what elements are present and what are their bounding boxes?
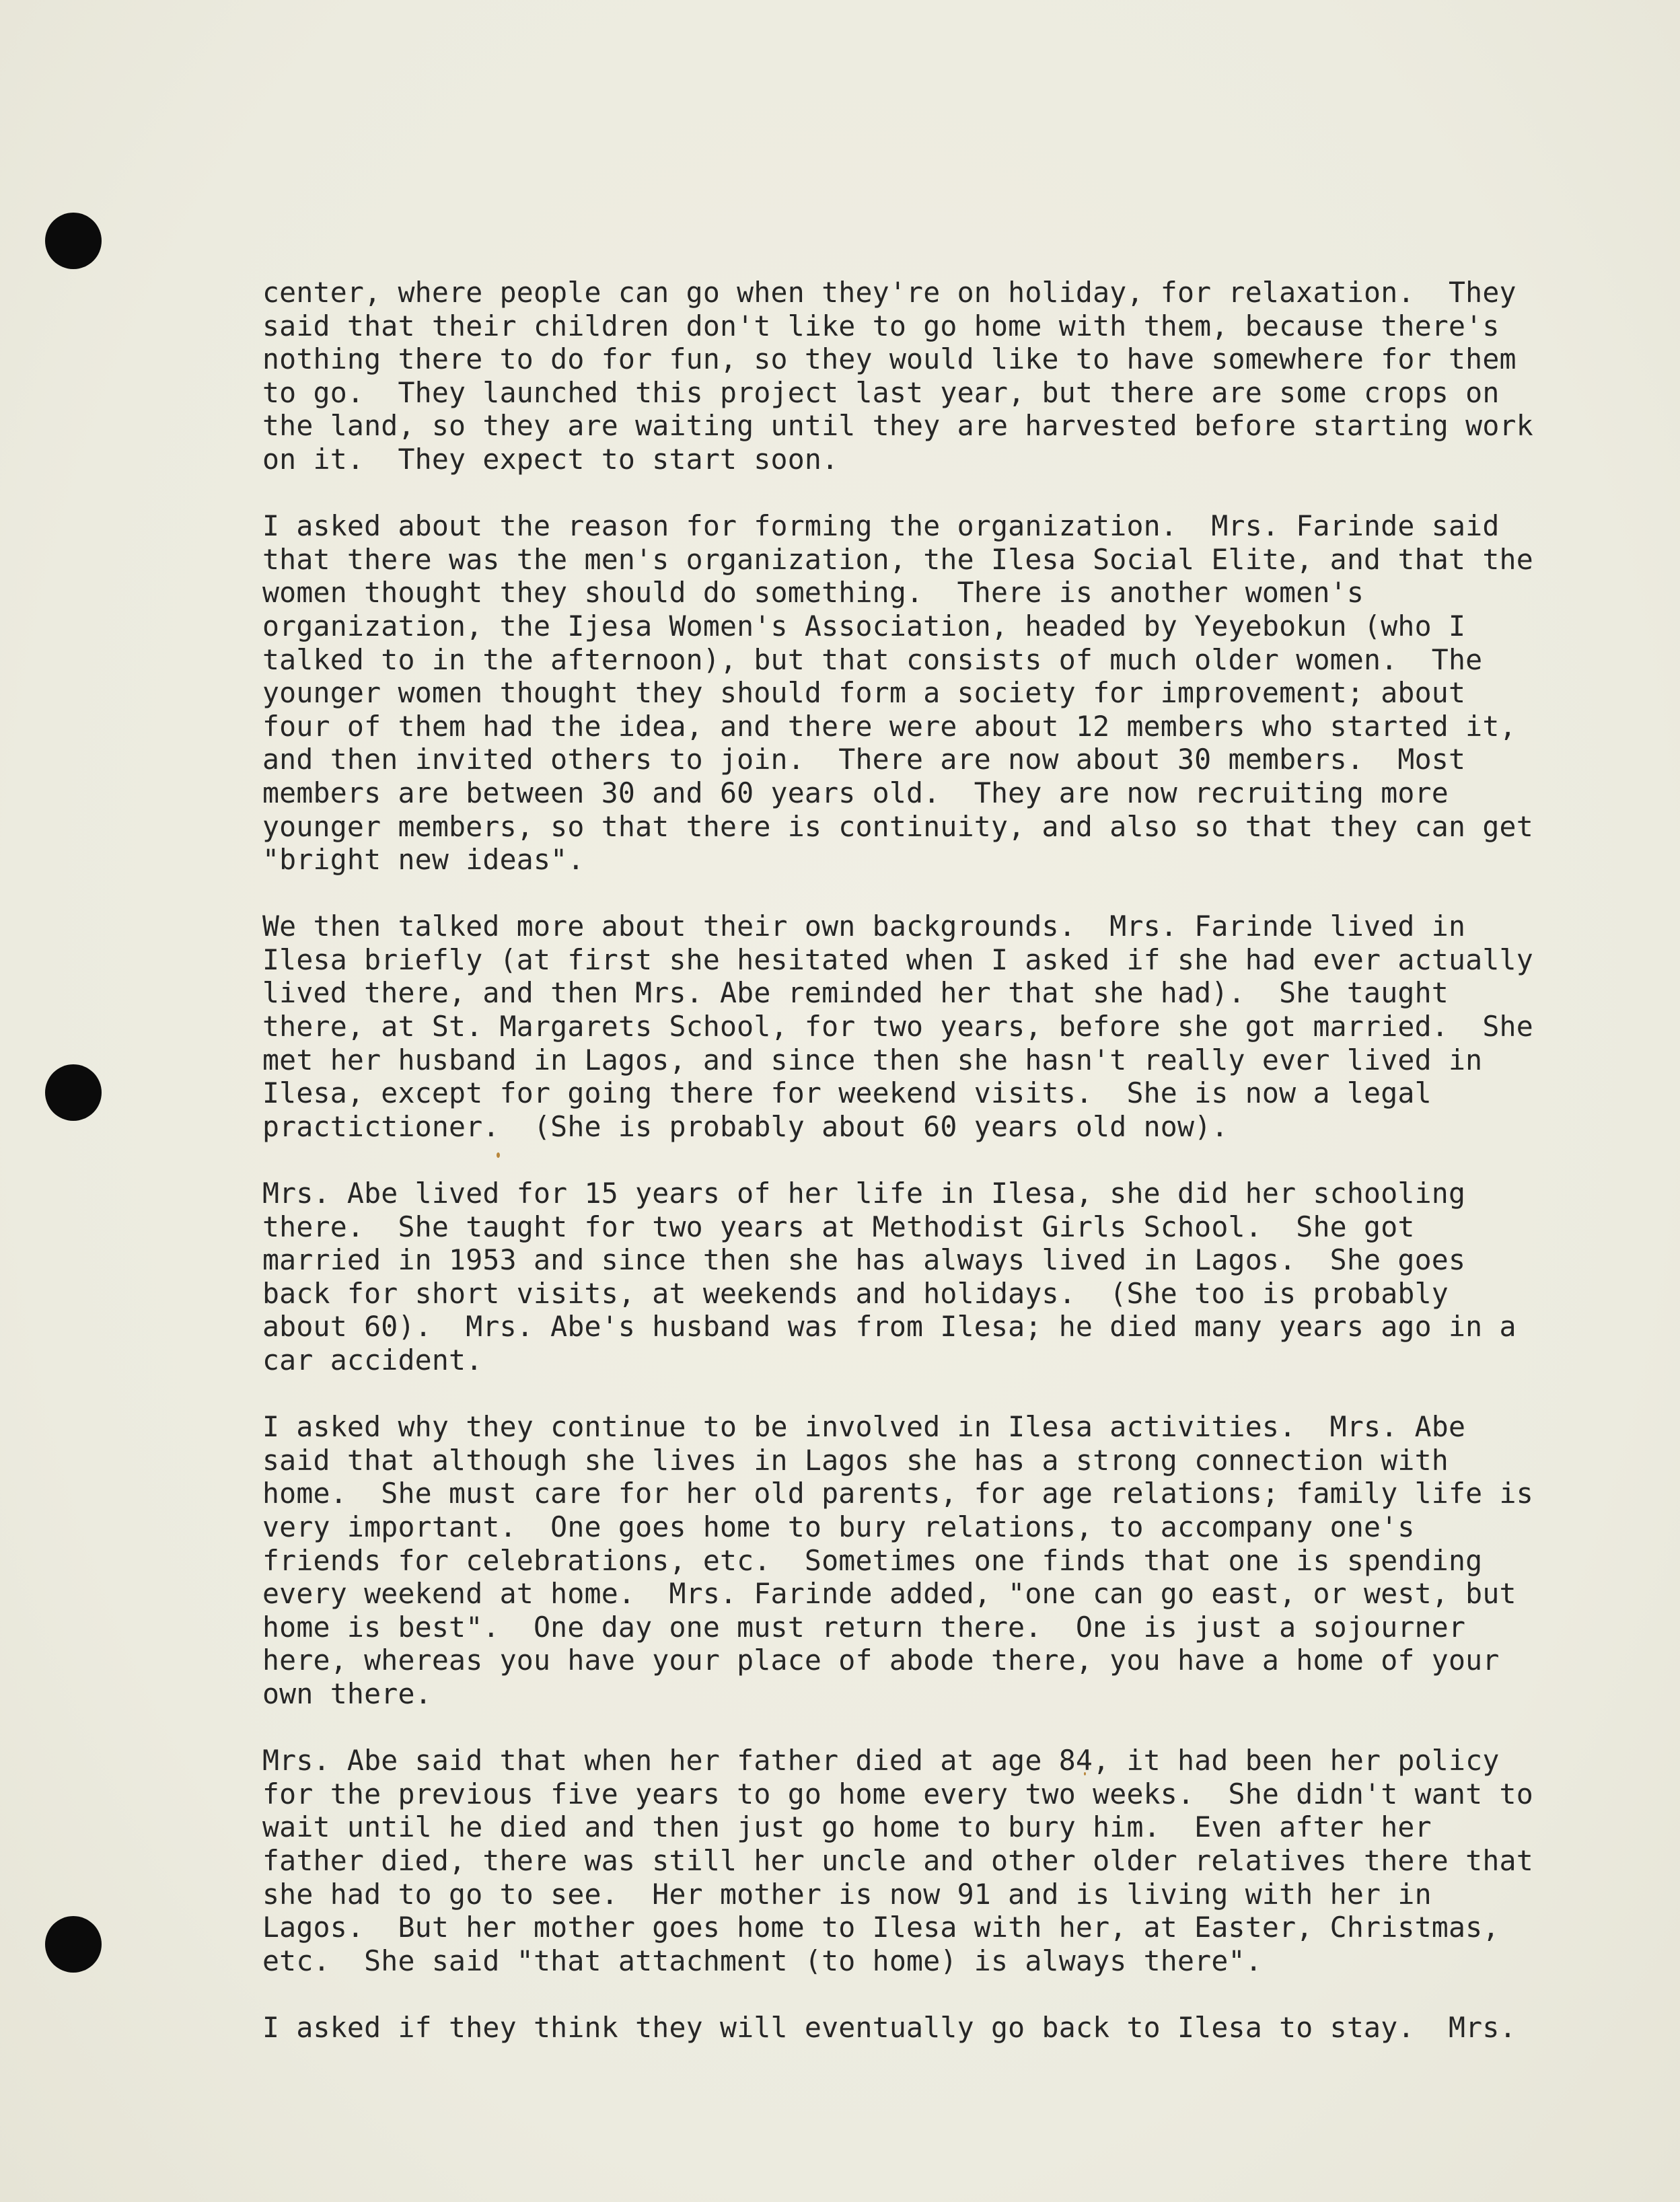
text-line: organization, the Ijesa Women's Association, headed by Yeyebokun (who I — [262, 609, 1466, 643]
punch-hole-middle — [45, 1064, 102, 1121]
text-line: every weekend at home. Mrs. Farinde added, "one can go east, or west, but — [262, 1577, 1517, 1611]
text-line: said that although she lives in Lagos she has a strong connection with — [262, 1443, 1449, 1477]
text-line: about 60). Mrs. Abe's husband was from Ilesa; he died many years ago in a — [262, 1310, 1517, 1344]
text-line: "bright new ideas". — [262, 843, 585, 877]
text-line: I asked why they continue to be involved in Ilesa activities. Mrs. Abe — [262, 1410, 1466, 1444]
text-line: the land, so they are waiting until they are harvested before starting work — [262, 409, 1533, 443]
text-line: members are between 30 and 60 years old. They are now recruiting more — [262, 776, 1449, 809]
punch-hole-top — [45, 213, 102, 269]
text-line: father died, there was still her uncle and other older relatives there that — [262, 1843, 1533, 1877]
text-line: own there. — [262, 1677, 432, 1710]
paragraph — [262, 2010, 1517, 2045]
text-line: home. She must care for her old parents, for age relations; family life is — [262, 1477, 1533, 1510]
paragraph — [262, 910, 1533, 1143]
text-line: married in 1953 and since then she has always lived in Lagos. She goes — [262, 1243, 1466, 1277]
text-line: Mrs. Abe lived for 15 years of her life in Ilesa, she did her schooling — [262, 1177, 1466, 1210]
paragraph — [262, 1744, 1533, 1977]
text-line: lived there, and then Mrs. Abe reminded her that she had). She taught — [262, 976, 1449, 1010]
text-line: I asked about the reason for forming the organization. Mrs. Farinde said — [262, 509, 1500, 543]
text-line: I asked if they think they will eventually go back to Ilesa to stay. Mrs. — [262, 2010, 1517, 2044]
text-line: Ilesa briefly (at first she hesitated when I asked if she had ever actually — [262, 943, 1533, 976]
text-line: home is best". One day one must return there. One is just a sojourner — [262, 1610, 1466, 1644]
paragraph — [262, 1177, 1517, 1377]
text-line: younger members, so that there is continuity, and also so that they can get — [262, 809, 1533, 843]
text-line: four of them had the idea, and there were about 12 members who started it, — [262, 709, 1517, 743]
text-line: Lagos. But her mother goes home to Ilesa with her, at Easter, Christmas, — [262, 1911, 1500, 1944]
paragraph — [262, 1410, 1533, 1710]
text-line: met her husband in Lagos, and since then she hasn't really ever lived in — [262, 1043, 1483, 1076]
text-line: nothing there to do for fun, so they would like to have somewhere for them — [262, 342, 1517, 376]
text-line: on it. They expect to start soon. — [262, 442, 839, 476]
text-line: there. She taught for two years at Methodist Girls School. She got — [262, 1210, 1415, 1243]
paragraph — [262, 276, 1533, 476]
text-line: wait until he died and then just go home to bury him. Even after her — [262, 1810, 1432, 1844]
text-line: here, whereas you have your place of abode there, you have a home of your — [262, 1644, 1500, 1677]
text-line: talked to in the afternoon), but that consists of much older women. The — [262, 643, 1483, 676]
text-line: back for short visits, at weekends and holidays. (She too is probably — [262, 1276, 1449, 1310]
text-line: to go. They launched this project last year, but there are some crops on — [262, 375, 1500, 409]
text-line: Ilesa, except for going there for weekend visits. She is now a legal — [262, 1076, 1432, 1110]
text-line: very important. One goes home to bury relations, to accompany one's — [262, 1510, 1415, 1543]
paragraph — [262, 509, 1533, 877]
text-line: friends for celebrations, etc. Sometimes one finds that one is spending — [262, 1543, 1483, 1577]
text-line: We then talked more about their own backgrounds. Mrs. Farinde lived in — [262, 910, 1466, 943]
text-line: there, at St. Margarets School, for two years, before she got married. She — [262, 1010, 1533, 1043]
text-line: women thought they should do something. There is another women's — [262, 576, 1364, 610]
text-line: etc. She said "that attachment (to home) is always there". — [262, 1944, 1262, 1977]
text-line: and then invited others to join. There are now about 30 members. Most — [262, 743, 1466, 776]
text-line: that there was the men's organization, the Ilesa Social Elite, and that the — [262, 542, 1533, 576]
text-line: practictioner. (She is probably about 60 years old now). — [262, 1109, 1229, 1143]
text-line: she had to go to see. Her mother is now 91 and is living with her in — [262, 1877, 1432, 1911]
text-line: car accident. — [262, 1344, 483, 1377]
text-line: Mrs. Abe said that when her father died at age 84, it had been her policy — [262, 1744, 1500, 1777]
text-line: said that their children don't like to go home with them, because there's — [262, 309, 1500, 342]
text-line: younger women thought they should form a society for improvement; about — [262, 676, 1466, 710]
document-text — [262, 276, 1533, 2044]
text-line: for the previous five years to go home every two weeks. She didn't want to — [262, 1777, 1533, 1810]
text-line: center, where people can go when they're on holiday, for relaxation. They — [262, 276, 1517, 309]
punch-hole-bottom — [45, 1916, 102, 1973]
